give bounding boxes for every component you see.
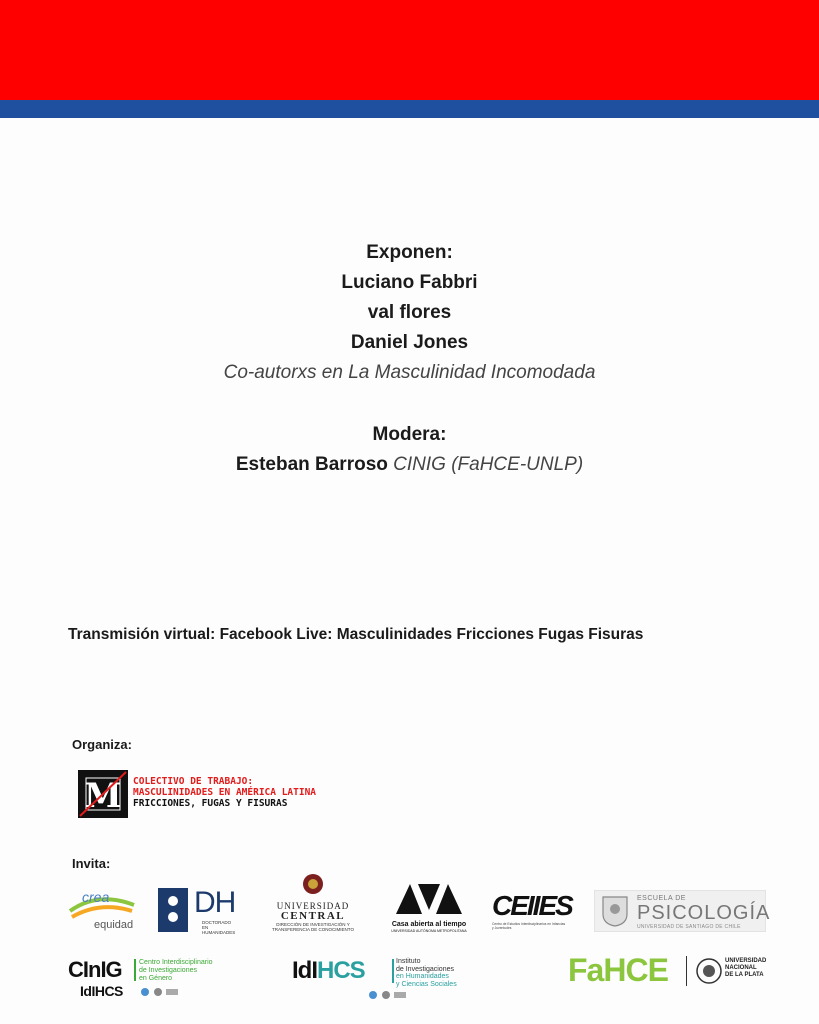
- central-emblem-icon: [301, 872, 325, 896]
- moderator-name: Esteban Barroso: [235, 454, 388, 475]
- cinig-desc: Centro Interdisciplinario de Investigaciones en Género: [139, 959, 213, 982]
- central-line3: DIRECCIÓN DE INVESTIGACIÓN Y: [276, 922, 350, 927]
- psicologia-logo: [594, 890, 771, 932]
- uam-line1: Casa abierta al tiempo: [391, 921, 467, 928]
- svg-text:M: M: [84, 776, 122, 816]
- psico-line1: ESCUELA DE: [637, 895, 686, 902]
- idihcs-logo: [292, 957, 462, 1003]
- psico-line3: UNIVERSIDAD DE SANTIAGO DE CHILE: [637, 924, 741, 930]
- moderator-affiliation: CINIG (FaHCE-UNLP): [393, 454, 584, 475]
- organizer-line: COLECTIVO DE TRABAJO:: [133, 776, 254, 787]
- central-line4: TRANSFERENCIA DE CONOCIMIENTO: [272, 927, 354, 932]
- idihcs-institutional-icons: [368, 990, 408, 1000]
- speaker-name: Luciano Fabbri: [341, 272, 478, 293]
- organizer-label: Organiza:: [72, 737, 132, 752]
- crea-logo: [68, 887, 136, 935]
- unlp-seal-icon: [696, 958, 722, 984]
- invites-label: Invita:: [72, 856, 111, 871]
- dh-mark-box: [158, 888, 188, 932]
- moderator-block: [0, 420, 819, 480]
- speakers-note: Co-autorxs en La Masculinidad Incomodada: [223, 362, 596, 383]
- dh-mark-text: DH: [194, 886, 236, 919]
- central-line2: CENTRAL: [280, 910, 346, 922]
- cinig-logo: [68, 957, 218, 1003]
- crea-bottom-text: equidad: [94, 919, 134, 931]
- speaker-name: Daniel Jones: [350, 332, 469, 353]
- ceiies-sub: Centro de Estudios Interdisciplinarios en Infancias y Juventudes: [492, 922, 566, 930]
- ceiies-logo: [492, 890, 570, 938]
- unlp-text: UNIVERSIDAD NACIONAL DE LA PLATA: [725, 958, 767, 978]
- cinig-institutional-icons: [140, 987, 180, 997]
- organizer-line: FRICCIONES, FUGAS Y FISURAS: [133, 798, 288, 809]
- speakers-heading: Exponen:: [366, 242, 453, 263]
- idihcs-desc: Instituto de Investigaciones en Humanidades y Ciencias Sociales: [396, 958, 457, 988]
- universidad-central-logo: [266, 872, 360, 934]
- header-red-band: [0, 0, 819, 100]
- fahce-mark: FaHCE: [568, 952, 668, 988]
- uam-line2: UNIVERSIDAD AUTÓNOMA METROPOLITANA: [391, 929, 467, 933]
- psico-line2: PSICOLOGÍA: [637, 902, 771, 924]
- organizer-logo-text: [133, 776, 316, 809]
- transmission-text: Transmisión virtual: Facebook Live: Masculinidades Fricciones Fugas Fisuras: [68, 626, 644, 643]
- idihcs-mark: IdIHCS: [292, 957, 365, 984]
- usach-crest-icon: [600, 894, 630, 928]
- organizer-line: MASCULINIDADES EN AMÉRICA LATINA: [133, 787, 317, 798]
- cinig-mark: CInIG: [68, 957, 122, 982]
- speaker-name: val flores: [367, 302, 452, 323]
- crea-top-text: crea: [82, 889, 110, 905]
- ceiies-mark: CEIIES: [492, 890, 572, 921]
- cinig-sub: IdIHCS: [80, 983, 123, 999]
- m-logo-icon: [78, 770, 128, 818]
- dh-sub-text: DOCTORADO EN HUMANIDADES: [202, 920, 236, 935]
- uam-mark-icon: [392, 882, 466, 916]
- central-line1: UNIVERSIDAD: [276, 901, 350, 911]
- moderator-heading: Modera:: [372, 424, 447, 445]
- moderator-line: [0, 450, 819, 480]
- speakers-block: [0, 238, 819, 388]
- header-blue-band: [0, 100, 819, 118]
- fahce-logo: [568, 952, 768, 992]
- dh-logo: [158, 888, 236, 934]
- uam-logo: [386, 882, 472, 938]
- organizer-logo-mark: [78, 770, 128, 818]
